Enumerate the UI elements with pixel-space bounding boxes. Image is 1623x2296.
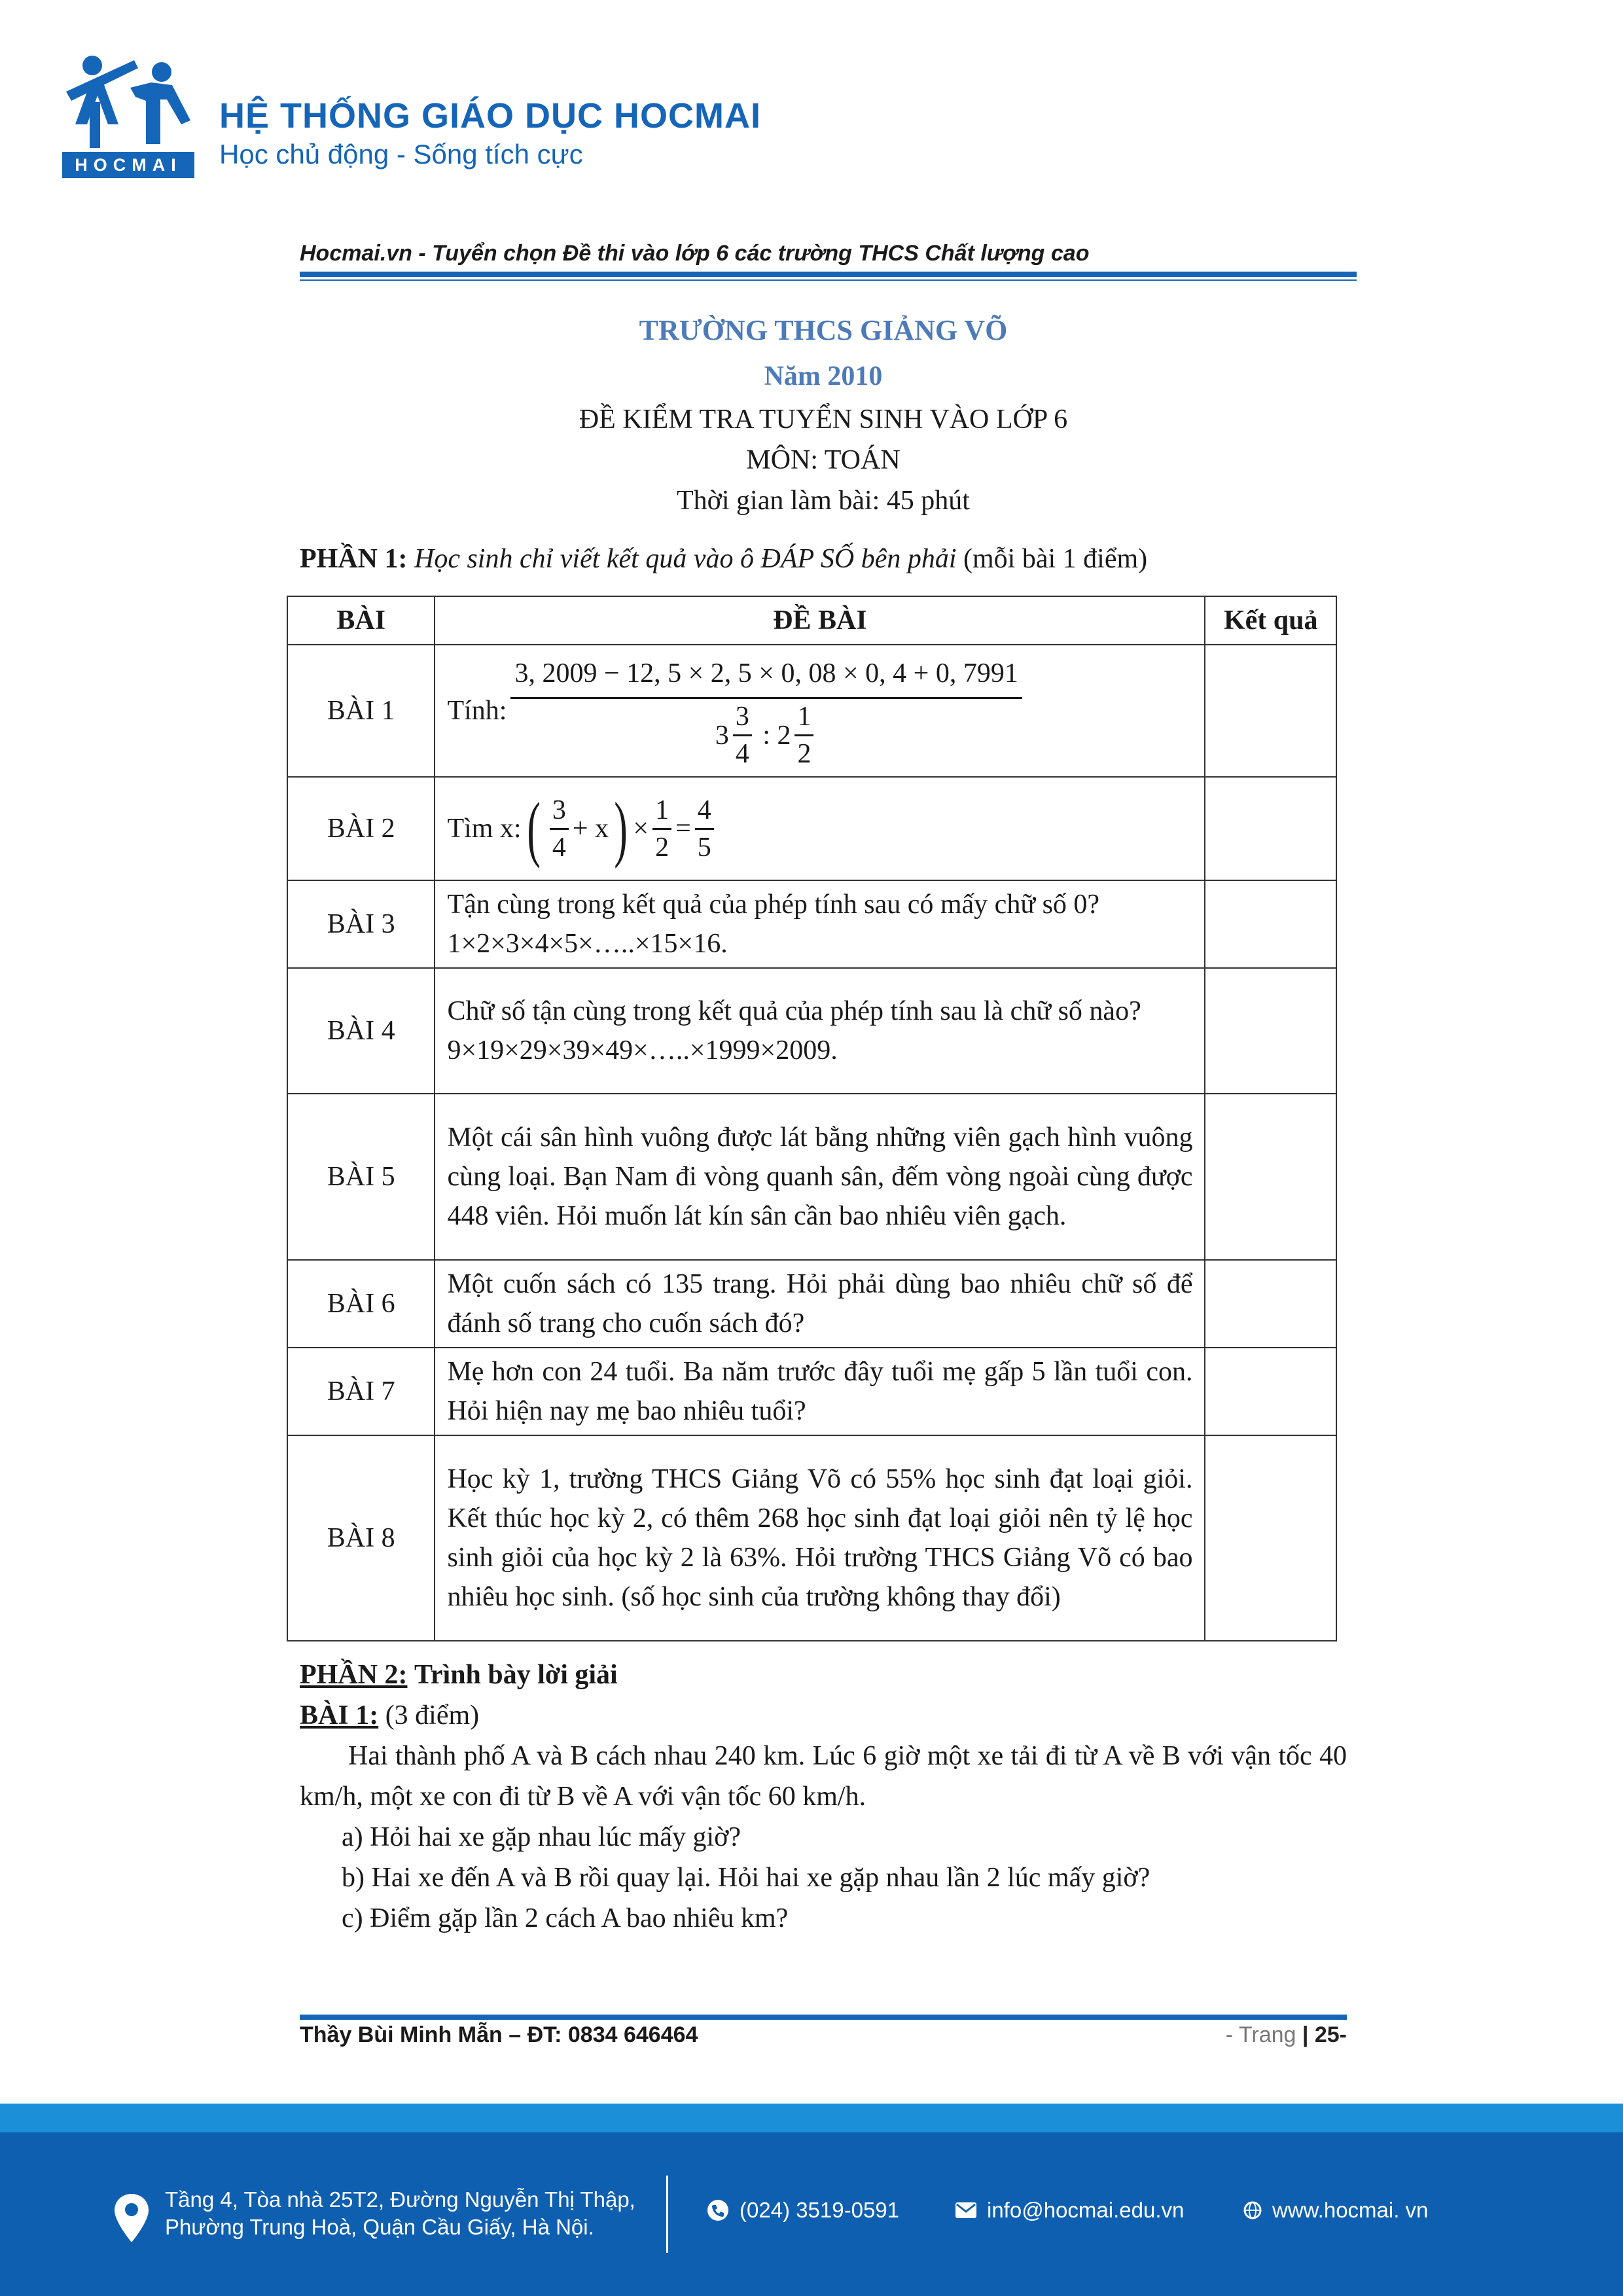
page-number — [1226, 2022, 1347, 2048]
brand-header — [62, 52, 847, 183]
phone-contact[interactable] — [707, 2198, 899, 2223]
problem-label: BÀI 5 — [287, 1094, 435, 1260]
problem-label: BÀI 7 — [287, 1348, 435, 1435]
problem-label: BÀI 8 — [287, 1435, 435, 1641]
author-contact: Thầy Bùi Minh Mẫn – ĐT: 0834 646464 — [300, 2022, 698, 2047]
fraction-denominator: 4 — [552, 832, 566, 863]
part1-label: PHẦN 1: — [300, 544, 408, 574]
problem-text: Một cuốn sách có 135 trang. Hỏi phải dùng bao nhiêu chữ số để đánh số trang cho cuốn sách đó? — [435, 1260, 1205, 1348]
phone-icon — [707, 2199, 729, 2221]
contact-divider — [666, 2176, 668, 2253]
fraction-denominator — [711, 699, 822, 772]
page-number-value: 25- — [1314, 2022, 1347, 2047]
exam-title: ĐỀ KIỂM TRA TUYỂN SINH VÀO LỚP 6 — [579, 404, 1068, 435]
answer-cell[interactable] — [1205, 880, 1336, 968]
answer-cell[interactable] — [1205, 777, 1336, 880]
problem-line: Tận cùng trong kết quả của phép tính sau có mấy chữ số 0? — [447, 889, 1100, 920]
problem-paragraph: Hai thành phố A và B cách nhau 240 km. Lúc 6 giờ một xe tải đi từ A về B với vận tốc 40 km/h, một xe con đi từ B về A với vận tốc 60 km/h. — [300, 1741, 1347, 1812]
operator: × — [633, 814, 649, 844]
fraction-numerator: 3, 2009 − 12, 5 × 2, 5 × 0, 08 × 0, 4 + 0, 7991 — [510, 650, 1022, 699]
part2-label: PHẦN 2: — [300, 1660, 408, 1690]
problem-line: Chữ số tận cùng trong kết quả của phép tính sau là chữ số nào? — [447, 996, 1141, 1026]
problem-table — [287, 596, 1337, 1641]
school-name: TRƯỜNG THCS GIẢNG VÕ — [639, 314, 1008, 346]
problem-line: 1×2×3×4×5×…..×15×16. — [447, 929, 728, 959]
part2-heading — [300, 1655, 1347, 1695]
problem-line: 9×19×29×39×49×…..×1999×2009. — [447, 1035, 838, 1066]
problem-label: BÀI 1 — [287, 645, 435, 777]
operator: : — [762, 720, 770, 751]
left-paren: ( — [527, 788, 541, 869]
problem-text: Học kỳ 1, trường THCS Giảng Võ có 55% học sinh đạt loại giỏi. Kết thúc học kỳ 2, có thêm 268 học sinh đạt loại giỏi nên tỷ lệ học sinh giỏi của học kỳ 2 là 63%. Hỏi trường THCS Giảng Võ có bao nhiêu học sinh. (số học sinh của trường không thay đổi) — [435, 1435, 1205, 1641]
brand-name: HỆ THỐNG GIÁO DỤC HOCMAI — [219, 96, 761, 135]
fraction-denominator: 2 — [655, 832, 669, 863]
small-numerator: 1 — [794, 699, 813, 736]
problem-lead: Tính: — [447, 696, 507, 726]
exam-subject: MÔN: TOÁN — [746, 445, 901, 475]
problem-label: BÀI 6 — [287, 1260, 435, 1348]
expression — [447, 650, 1026, 772]
table-row — [287, 968, 1336, 1094]
part1-instruction-text: Học sinh chỉ viết kết quả vào ô ĐÁP SỐ bên phải — [414, 544, 957, 574]
table-row — [287, 1435, 1336, 1641]
part1-instruction — [300, 543, 1147, 575]
problem-text: Một cái sân hình vuông được lát bằng những viên gạch hình vuông cùng loại. Bạn Nam đi vòng quanh sân, đếm vòng ngoài cùng được 448 viên. Hỏi muốn lát kín sân cần bao nhiêu viên gạch. — [435, 1094, 1205, 1260]
answer-cell[interactable] — [1205, 968, 1336, 1094]
problem-label: BÀI 3 — [287, 880, 435, 968]
fraction-numerator: 4 — [695, 793, 714, 830]
logo-caption: HOCMAI — [62, 152, 194, 178]
mixed-number — [777, 699, 817, 772]
table-row — [287, 1348, 1336, 1435]
bai1-label: BÀI 1: — [300, 1700, 379, 1731]
address-line: Phường Trung Hoà, Quận Cầu Giấy, Hà Nội. — [165, 2215, 594, 2239]
plus-x: + x — [572, 814, 609, 844]
small-denominator: 2 — [797, 739, 812, 769]
problem-label: BÀI 4 — [287, 968, 435, 1094]
mixed-whole: 2 — [777, 720, 791, 751]
brand-slogan: Học chủ động - Sống tích cực — [219, 139, 583, 170]
website-contact[interactable] — [1243, 2198, 1428, 2223]
problem-text — [435, 645, 1205, 777]
header-rule-thin — [300, 279, 1357, 281]
answer-cell[interactable] — [1205, 1435, 1336, 1641]
mixed-whole: 3 — [715, 720, 729, 751]
fraction-numerator: 1 — [652, 793, 671, 830]
answer-cell[interactable] — [1205, 1094, 1336, 1260]
table-header-row — [287, 596, 1336, 645]
contact-band-top — [0, 2104, 1623, 2132]
footer-rules — [300, 2015, 1347, 2020]
problem-text — [435, 880, 1205, 968]
table-row — [287, 880, 1336, 968]
expression — [447, 788, 717, 869]
bai1-points: (3 điểm) — [385, 1700, 480, 1731]
exam-time: Thời gian làm bài: 45 phút — [677, 486, 970, 516]
small-denominator: 4 — [735, 739, 749, 769]
problem-lead: Tìm x: — [447, 814, 522, 844]
address — [165, 2186, 635, 2241]
mail-icon — [955, 2202, 976, 2218]
bai1-heading — [300, 1695, 1347, 1736]
fraction — [652, 793, 671, 865]
exam-year: Năm 2010 — [764, 361, 883, 391]
right-paren: ) — [614, 788, 628, 869]
part2-title: Trình bày lời giải — [414, 1660, 618, 1690]
contact-band — [0, 2132, 1623, 2296]
part1-points: (mỗi bài 1 điểm) — [963, 544, 1148, 574]
running-header-text: Hocmai.vn - Tuyển chọn Đề thi vào lớp 6 các trường THCS Chất lượng cao — [300, 241, 1090, 266]
table-row — [287, 1094, 1336, 1260]
email-contact[interactable] — [955, 2198, 1184, 2223]
question-item: a) Hỏi hai xe gặp nhau lúc mấy giờ? — [342, 1822, 741, 1852]
phone-number: (024) 3519-0591 — [740, 2198, 900, 2222]
email-address: info@hocmai.edu.vn — [987, 2198, 1185, 2222]
page-separator: | — [1302, 2022, 1309, 2047]
question-item: b) Hai xe đến A và B rồi quay lại. Hỏi hai xe gặp nhau lần 2 lúc mấy giờ? — [342, 1863, 1150, 1893]
table-row — [287, 645, 1336, 777]
running-header — [300, 241, 1357, 281]
part2-section — [300, 1655, 1347, 1939]
fraction — [550, 793, 569, 865]
problem-text: Mẹ hơn con 24 tuổi. Ba năm trước đây tuổi mẹ gấp 5 lần tuổi con. Hỏi hiện nay mẹ bao nhiêu tuổi? — [435, 1348, 1205, 1435]
problem-label: BÀI 2 — [287, 777, 435, 880]
globe-icon — [1243, 2201, 1262, 2219]
table-row — [287, 777, 1336, 880]
mixed-number — [715, 699, 756, 772]
website-url: www.hocmai. vn — [1272, 2198, 1429, 2222]
main-fraction — [510, 650, 1022, 772]
fraction — [695, 793, 714, 865]
answer-cell[interactable] — [1205, 1348, 1336, 1435]
small-numerator: 3 — [733, 699, 752, 736]
location-pin-icon — [115, 2194, 149, 2242]
header-bai: BÀI — [287, 596, 435, 645]
fraction-denominator: 5 — [697, 832, 711, 863]
equals-sign: = — [675, 814, 691, 844]
fraction-numerator: 3 — [550, 793, 569, 830]
exam-title-block — [300, 308, 1347, 521]
footer-rule — [300, 2015, 1347, 2020]
header-de-bai: ĐỀ BÀI — [435, 596, 1205, 645]
header-ket-qua: Kết quả — [1205, 596, 1336, 645]
problem-text — [435, 968, 1205, 1094]
answer-cell[interactable] — [1205, 645, 1336, 777]
answer-cell[interactable] — [1205, 1260, 1336, 1348]
problem-text — [435, 777, 1205, 880]
small-fraction — [794, 699, 813, 772]
question-item: c) Điểm gặp lần 2 cách A bao nhiêu km? — [342, 1903, 789, 1933]
table-row — [287, 1260, 1336, 1348]
small-fraction — [733, 699, 752, 772]
page-prefix: - Trang — [1225, 2022, 1296, 2047]
page-footer — [300, 2022, 1347, 2048]
address-line: Tầng 4, Tòa nhà 25T2, Đường Nguyễn Thị Thập, — [165, 2187, 635, 2212]
header-rule — [300, 272, 1357, 277]
